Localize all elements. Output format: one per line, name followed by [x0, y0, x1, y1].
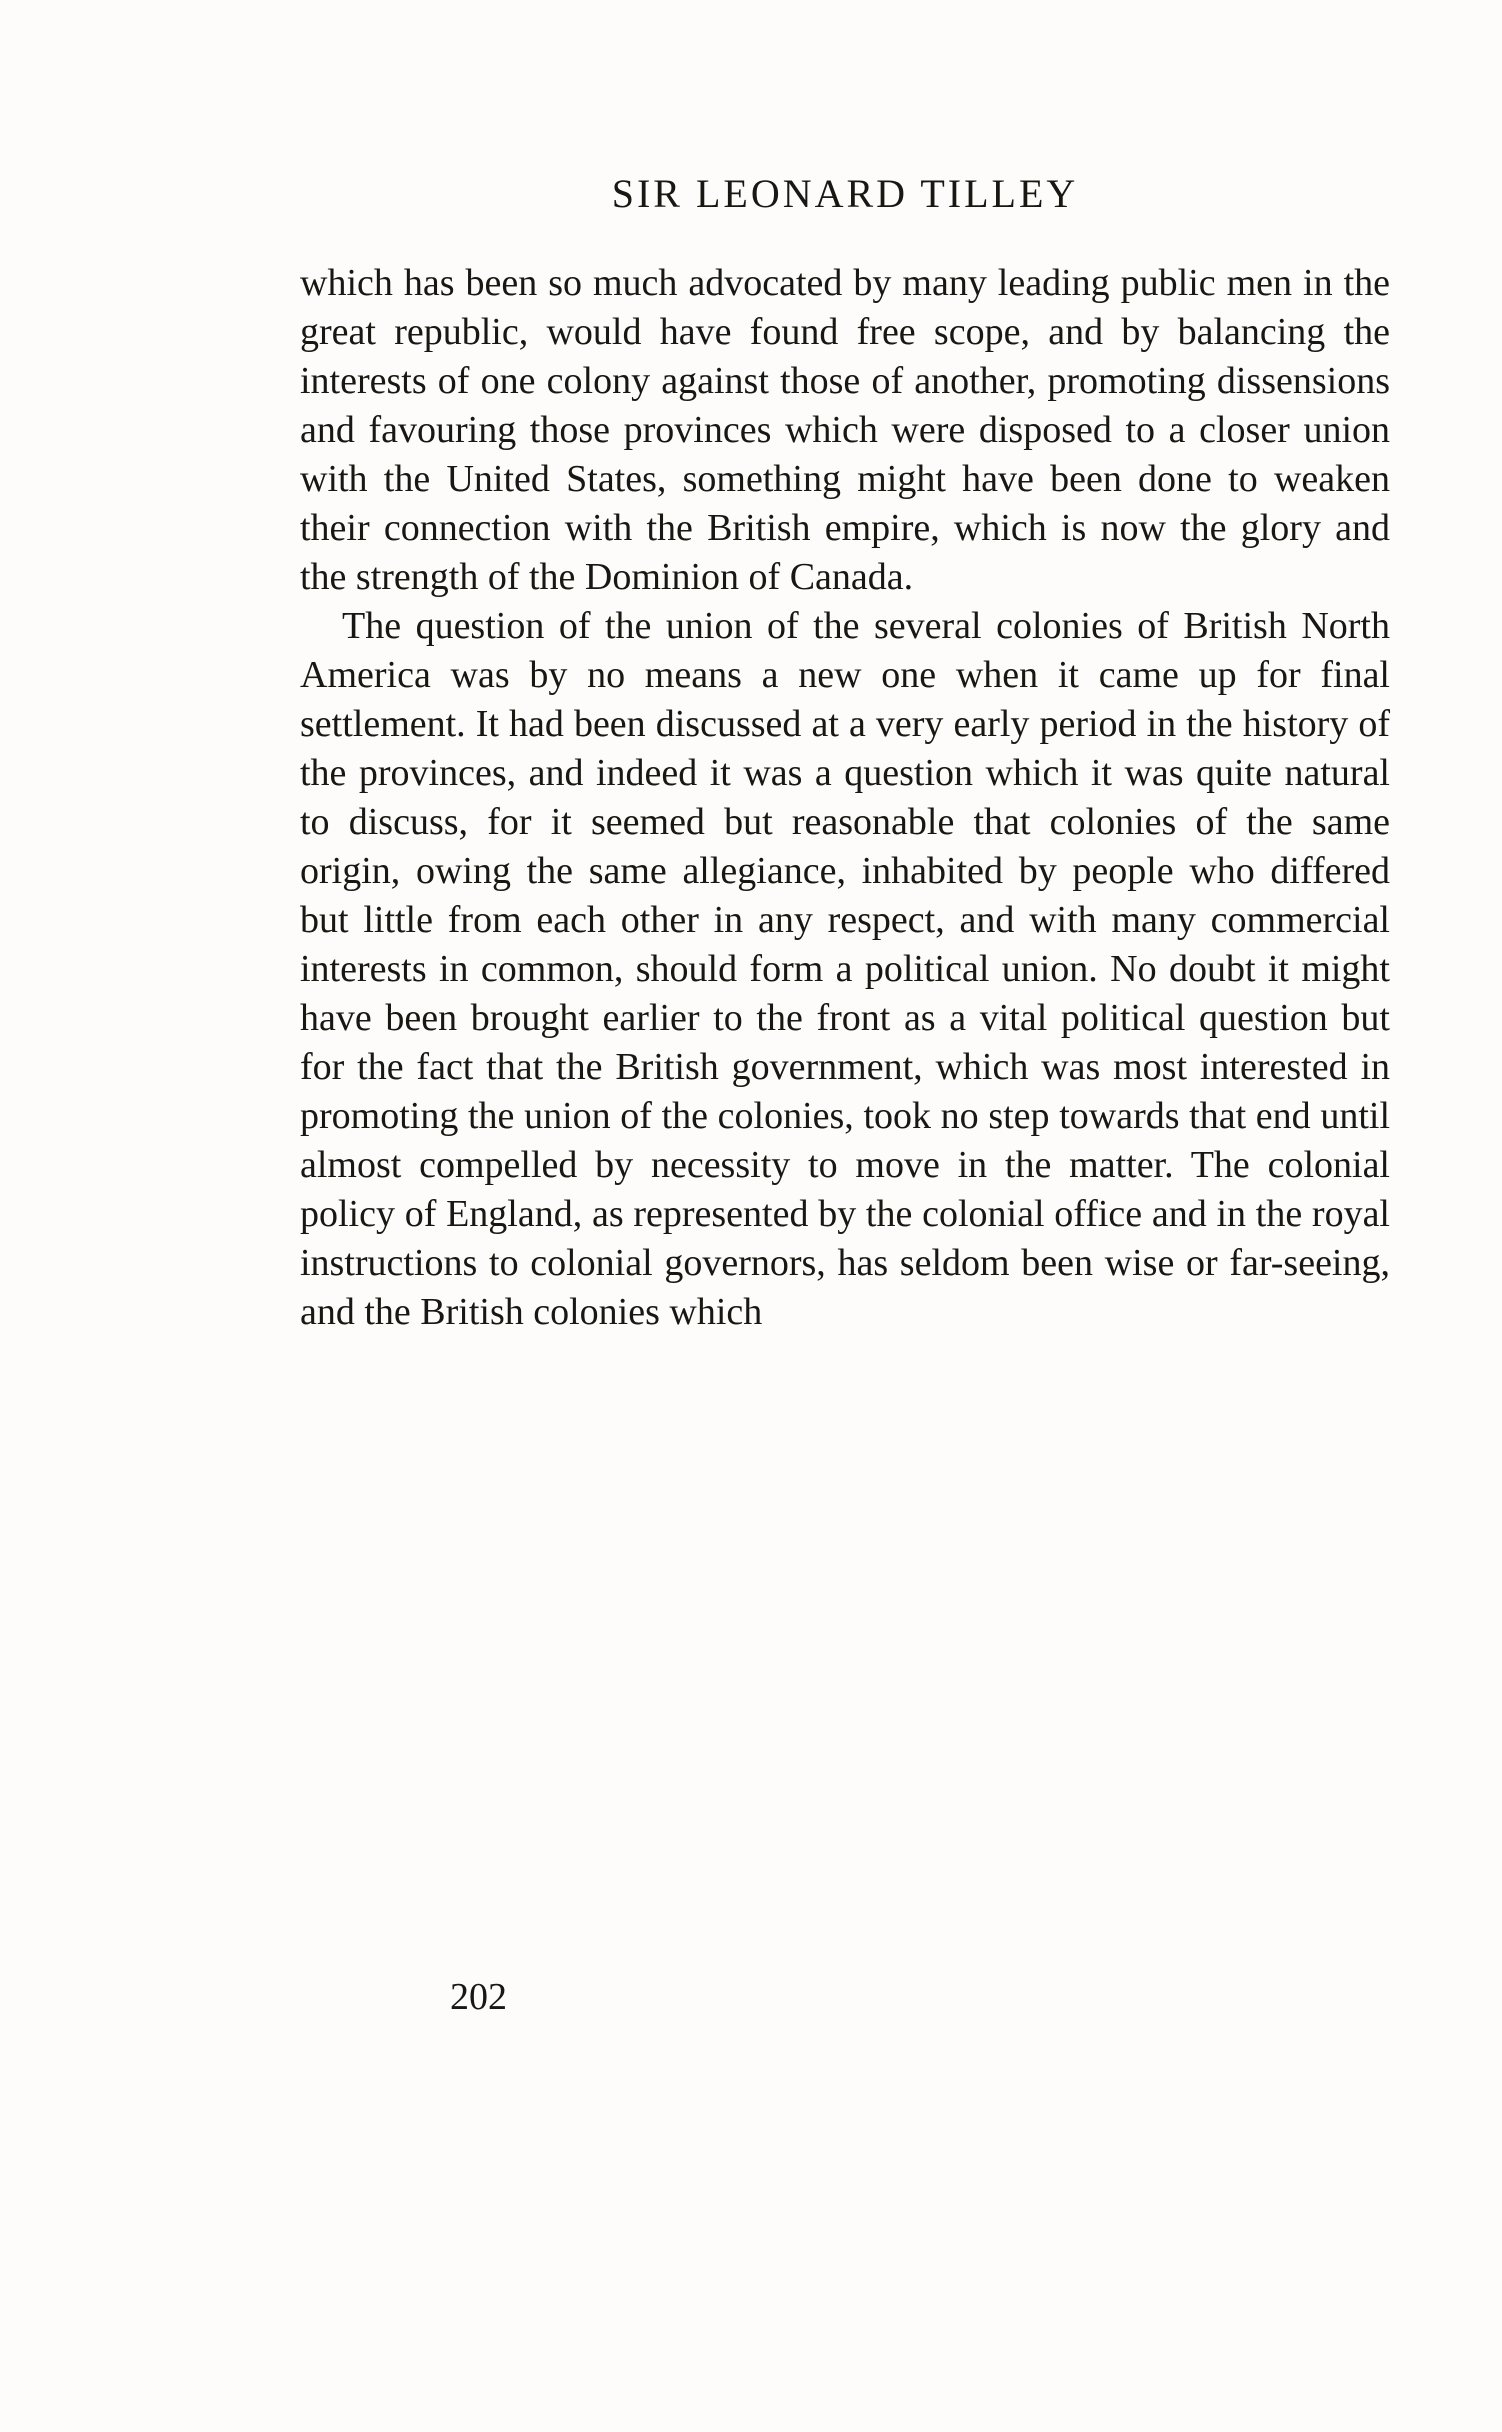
paragraph-2: The question of the union of the several colonies of British North America was by no means a new one when it came up for final settlement. It had been discussed at a very early period in the history of the provinces, and indeed it was a question which it was quite natural to discuss, for it seemed but reasonable that colonies of the same origin, owing the same allegiance, inhabited by people who differed but little from each other in any respect, and with many commercial interests in common, should form a political union. No doubt it might have been brought earlier to the front as a vital political question but for the fact that the British government, which was most interested in promoting the union of the colonies, took no step towards that end until almost compelled by necessity to move in the matter. The colonial policy of England, as represented by the colonial office and in the royal instructions to colonial governors, has seldom been wise or far-seeing, and the British colonies which — [300, 605, 1390, 1334]
folio — [300, 1975, 1390, 2019]
body-text — [300, 259, 1390, 1337]
running-head: SIR LEONARD TILLEY — [611, 171, 1079, 216]
paragraph-1: which has been so much advocated by many leading public men in the great republic, would have found free scope, and by balancing the interests of one colony against those of another, promoting dissensions and favouring those provinces which were disposed to a closer union with the United States, something might have been done to weaken their connection with the British empire, which is now the glory and the strength of the Dominion of Canada. — [300, 262, 1390, 599]
page-content — [300, 170, 1390, 1337]
page-number: 202 — [450, 1976, 507, 2018]
